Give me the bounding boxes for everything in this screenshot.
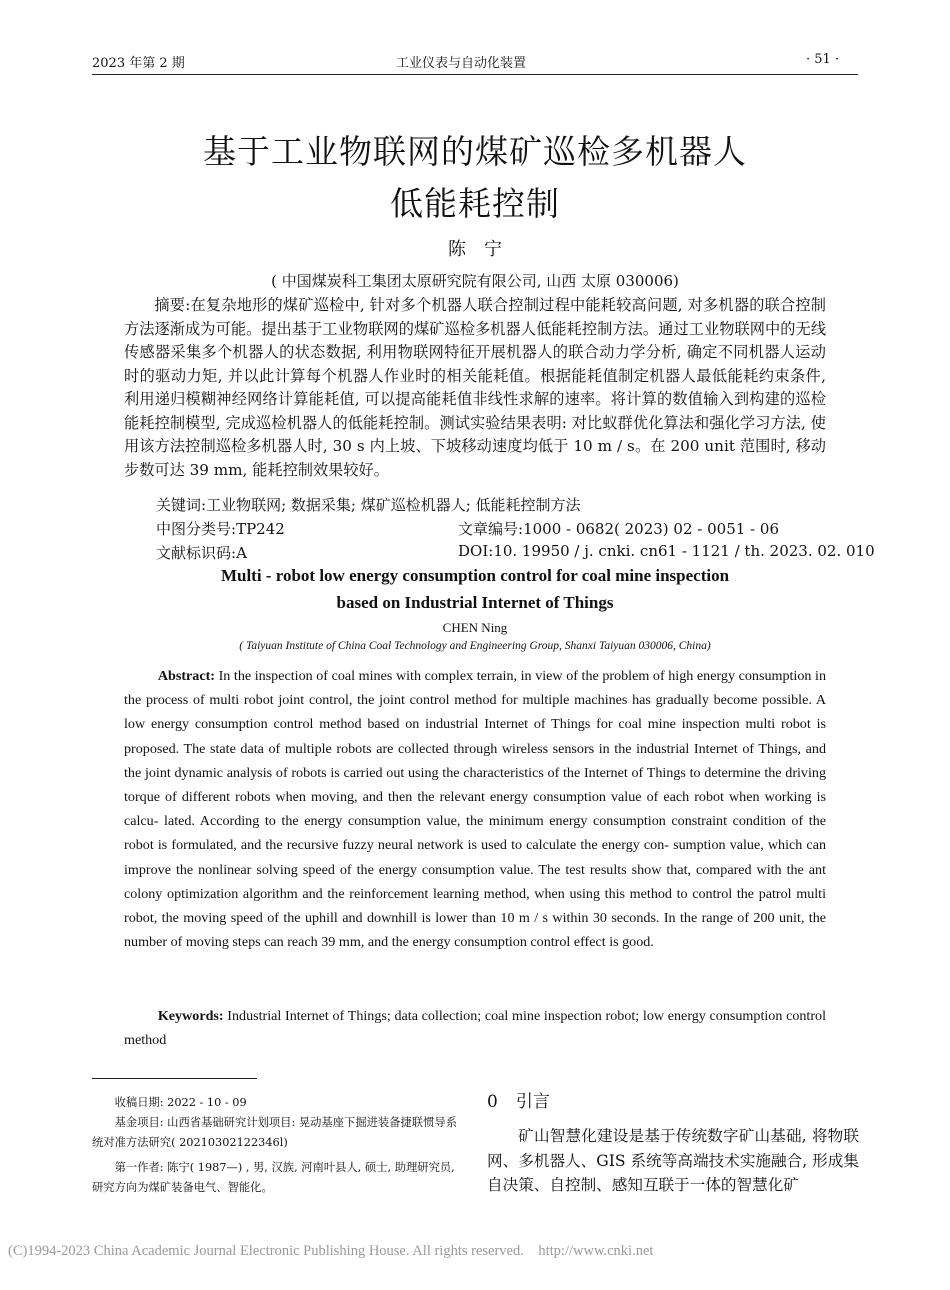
cn-keywords-label: 关键词: bbox=[156, 496, 207, 514]
en-affiliation: ( Taiyuan Institute of China Coal Technology and Engineering Group, Shanxi Taiyuan 030006, China) bbox=[239, 640, 711, 652]
cn-abstract-label: 摘要: bbox=[154, 296, 191, 314]
cn-keywords bbox=[156, 494, 581, 515]
article-number bbox=[458, 518, 779, 539]
footnote-first-author: 第一作者: 陈宁( 1987—) , 男, 汉族, 河南叶县人, 硕士, 助理研究员, 研究方向为煤矿装备电气、智能化。 bbox=[92, 1161, 455, 1194]
issue-label: 2023 年第 2 期 bbox=[92, 56, 185, 71]
doc-value: A bbox=[236, 544, 247, 562]
title-line-1: 基于工业物联网的煤矿巡检多机器人 bbox=[203, 132, 747, 171]
en-abstract-text: In the inspection of coal mines with complex terrain, in view of the problem of high energy consumption in the process of multi robot joint control, the joint control method for multiple machines has gradually become possible. A low energy consumption control method based on industrial Internet of Things for coal mine inspection multi robot is proposed. The state data of multiple robots are collected through wireless sensors in the industrial Internet of Things, and the joint dynamic analysis of robots is carried out using the characteristics of the Internet of Things to determine the driving torque of different robots when moving, and then the relevant energy consumption value of each robot when working is calcu- lated. According to the energy consumption value, the minimum energy consumption constraint condition of the robot is formulated, and the recursive fuzzy neural network is used to calculate the energy con- sumption value, which can improve the nonlinear solving speed of the energy consumption value. The test results show that, compared with the ant colony optimization algorithm and the reinforcement learning method, when using this method to control the patrol multi robot, the moving speed of the uphill and downhill is lower than 10 m / s within 30 seconds. In the range of 200 unit, the number of moving steps can reach 39 mm, and the energy consumption control effect is good. bbox=[124, 668, 826, 951]
page-number: · 51 · bbox=[806, 52, 840, 67]
doc-label: 文献标识码: bbox=[156, 544, 237, 562]
en-keywords-label: Keywords: bbox=[157, 1008, 224, 1024]
doi-label: DOI: bbox=[458, 542, 494, 560]
article-label: 文章编号: bbox=[458, 520, 524, 538]
clc-value: TP242 bbox=[236, 520, 285, 538]
clc-number bbox=[156, 518, 285, 539]
footnote-rule bbox=[92, 1078, 257, 1079]
cn-abstract-text: 在复杂地形的煤矿巡检中, 针对多个机器人联合控制过程中能耗较高问题, 对多机器的联合控制方法逐渐成为可能。提出基于工业物联网的煤矿巡检多机器人低能耗控制方法。通过工业物联网中的无线传感器采集多个机器人的状态数据, 利用物联网特征开展机器人的联合动力学分析, 确定不同机器人运动时的驱动力矩, 并以此计算每个机器人作业时的相关能耗值。根据能耗值制定机器人最低能耗约束条件, 利用递归模糊神经网络计算能耗值, 可以提高能耗值非线性求解的速率。将计算的数值输入到构建的巡检能耗控制模型, 完成巡检机器人的低能耗控制。测试实验结果表明: 对比蚁群优化算法和强化学习方法, 使用该方法控制巡检多机器人时, 30 s 内上坡、下坡移动速度均低于 10 m / s。在 200 unit 范围时, 移动步数可达 39 mm, 能耗控制效果较好。 bbox=[124, 296, 826, 479]
footnote-received: 收稿日期: 2022 - 10 - 09 bbox=[114, 1096, 247, 1109]
en-title-line-1: Multi - robot low energy consumption control for coal mine inspection bbox=[220, 566, 730, 585]
affiliation: ( 中国煤炭科工集团太原研究院有限公司, 山西 太原 030006) bbox=[271, 272, 679, 290]
en-author: CHEN Ning bbox=[442, 620, 508, 635]
footnote-fund: 基金项目: 山西省基础研究计划项目: 晃动基座下掘进装备捷联惯导系统对准方法研究( 20210302122346l) bbox=[92, 1116, 458, 1149]
title-line-2: 低能耗控制 bbox=[390, 184, 560, 223]
copyright-notice: (C)1994-2023 China Academic Journal Electronic Publishing House. All rights reserved. http://www.cnki.net bbox=[8, 1243, 654, 1259]
clc-label: 中图分类号: bbox=[156, 520, 237, 538]
intro-paragraph: 矿山智慧化建设是基于传统数字矿山基础, 将物联网、多机器人、GIS 系统等高端技术实施融合, 形成集自决策、自控制、感知互联于一体的智慧化矿 bbox=[487, 1127, 859, 1194]
en-title-line-2: based on Industrial Internet of Things bbox=[336, 593, 614, 612]
en-keywords bbox=[124, 1004, 826, 1052]
cn-abstract bbox=[124, 294, 826, 482]
document-code bbox=[156, 542, 247, 563]
article-value: 1000 - 0682( 2023) 02 - 0051 - 06 bbox=[523, 520, 779, 538]
section-number: 0 bbox=[487, 1092, 498, 1112]
en-abstract-label: Abstract: bbox=[157, 668, 215, 684]
cn-keywords-text: 工业物联网; 数据采集; 煤矿巡检机器人; 低能耗控制方法 bbox=[206, 496, 581, 514]
en-keywords-text: Industrial Internet of Things; data collection; coal mine inspection robot; low energy consumption control method bbox=[124, 1008, 826, 1049]
doi-value: 10. 19950 / j. cnki. cn61 - 1121 / th. 2023. 02. 010 bbox=[493, 542, 875, 560]
section-heading bbox=[487, 1087, 550, 1112]
journal-name: 工业仪表与自动化装置 bbox=[396, 56, 527, 71]
author-name: 陈 宁 bbox=[448, 239, 502, 260]
doi bbox=[458, 542, 875, 560]
section-title: 引言 bbox=[515, 1092, 550, 1112]
header-rule bbox=[92, 74, 858, 75]
en-abstract bbox=[124, 664, 826, 954]
